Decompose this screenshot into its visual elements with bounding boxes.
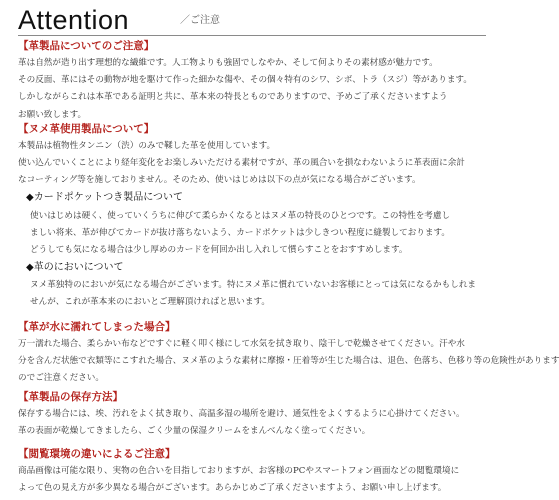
body-line: 商品画像は可能な限り、実物の色合いを目指しておりますが、お客様のPCやスマートフォン画面などの閲覧環境に <box>18 466 460 476</box>
page-header <box>18 4 488 36</box>
body-line: ましい将来、革が伸びてカードが抜け落ちないよう、カードポケットは少しきつい程度に縫製しております。 <box>30 228 450 239</box>
section-body-nume <box>18 138 490 190</box>
section-body-wet <box>18 336 559 388</box>
subsection-body-card-pocket <box>30 208 490 260</box>
subsection-heading-smell: ◆革のにおいについて <box>26 262 124 273</box>
section-heading-leather: 【革製品についてのご注意】 <box>18 40 155 52</box>
subsection-heading-card-pocket: ◆カードポケットつき製品について <box>26 192 183 203</box>
body-line: 革の表面が乾燥してきましたら、ごく少量の保湿クリームをまんべんなく塗ってください。 <box>18 426 371 437</box>
body-line: 使い込んでいくことにより経年変化をお楽しみいただける素材ですが、革の風合いを損なわないように革表面に余計 <box>18 158 465 169</box>
body-line: 使いはじめは硬く、使っていくうちに伸びて柔らかくなるとはヌメ革の特長のひとつです。この特性を考慮し <box>30 211 451 221</box>
section-heading-display: 【閲覧環境の違いによるご注意】 <box>18 448 176 460</box>
section-heading-wet: 【革が水に濡れてしまった場合】 <box>18 321 176 333</box>
body-line: せんが、これが革本来のにおいとご理解頂ければと思います。 <box>30 297 270 308</box>
section-heading-nume: 【ヌメ革使用製品について】 <box>18 123 155 135</box>
section-body-leather <box>18 55 490 124</box>
body-line: 分を含んだ状態で衣類等にこすれた場合、ヌメ革のような素材に摩擦・圧着等が生じた場合は、退色、色落ち、色移り等の危険性があります <box>18 356 559 367</box>
body-line: ヌメ革独特のにおいが気になる場合がございます。特にヌメ革に慣れていないお客様にとっては気になるかもしれま <box>30 280 477 290</box>
section-body-storage <box>18 406 490 440</box>
page-title: Attention <box>18 5 130 35</box>
body-line: どうしても気になる場合は少し厚めのカードを何回か出し入れして慣らすことをおすすめします。 <box>30 245 408 256</box>
body-line: 本製品は植物性タンニン（渋）のみで鞣した革を使用しています。 <box>18 141 276 151</box>
section-body-display <box>18 463 490 497</box>
section-heading-storage: 【革製品の保存方法】 <box>18 391 123 403</box>
subsection-body-smell <box>30 277 490 311</box>
body-line: よって色の見え方が多少異なる場合がございます。あらかじめご了承くださいますよう、お願い申し上げます。 <box>18 483 447 494</box>
body-line: その反面、革にはその動物が地を駆けて作った細かな傷や、その個々特有のシワ、シボ、トラ（スジ）等があります。 <box>18 75 472 86</box>
body-line: 保存する場合には、埃、汚れをよく拭き取り、高温多湿の場所を避け、通気性をよくするように心掛けてください。 <box>18 409 465 419</box>
body-line: しかしながらこれは本革である証明と共に、革本来の特長とものでありますので、予めご了承くださいますよう <box>18 92 448 103</box>
page-subtitle: ／ご注意 <box>180 15 220 26</box>
body-line: お願い致します。 <box>18 109 87 120</box>
header-divider <box>18 35 486 36</box>
body-line: なコーティング等を施しておりません。そのため、使いはじめは以下の点が気になる場合がございます。 <box>18 175 421 186</box>
body-line: 万一濡れた場合、柔らかい布などですぐに軽く叩く様にして水気を拭き取り、陰干しで乾燥させてください。汗や水 <box>18 339 465 349</box>
body-line: のでご注意ください。 <box>18 373 104 384</box>
body-line: 革は自然が造り出す理想的な繊維です。人工物よりも強固でしなやか、そして何よりその素材感が魅力です。 <box>18 58 438 68</box>
